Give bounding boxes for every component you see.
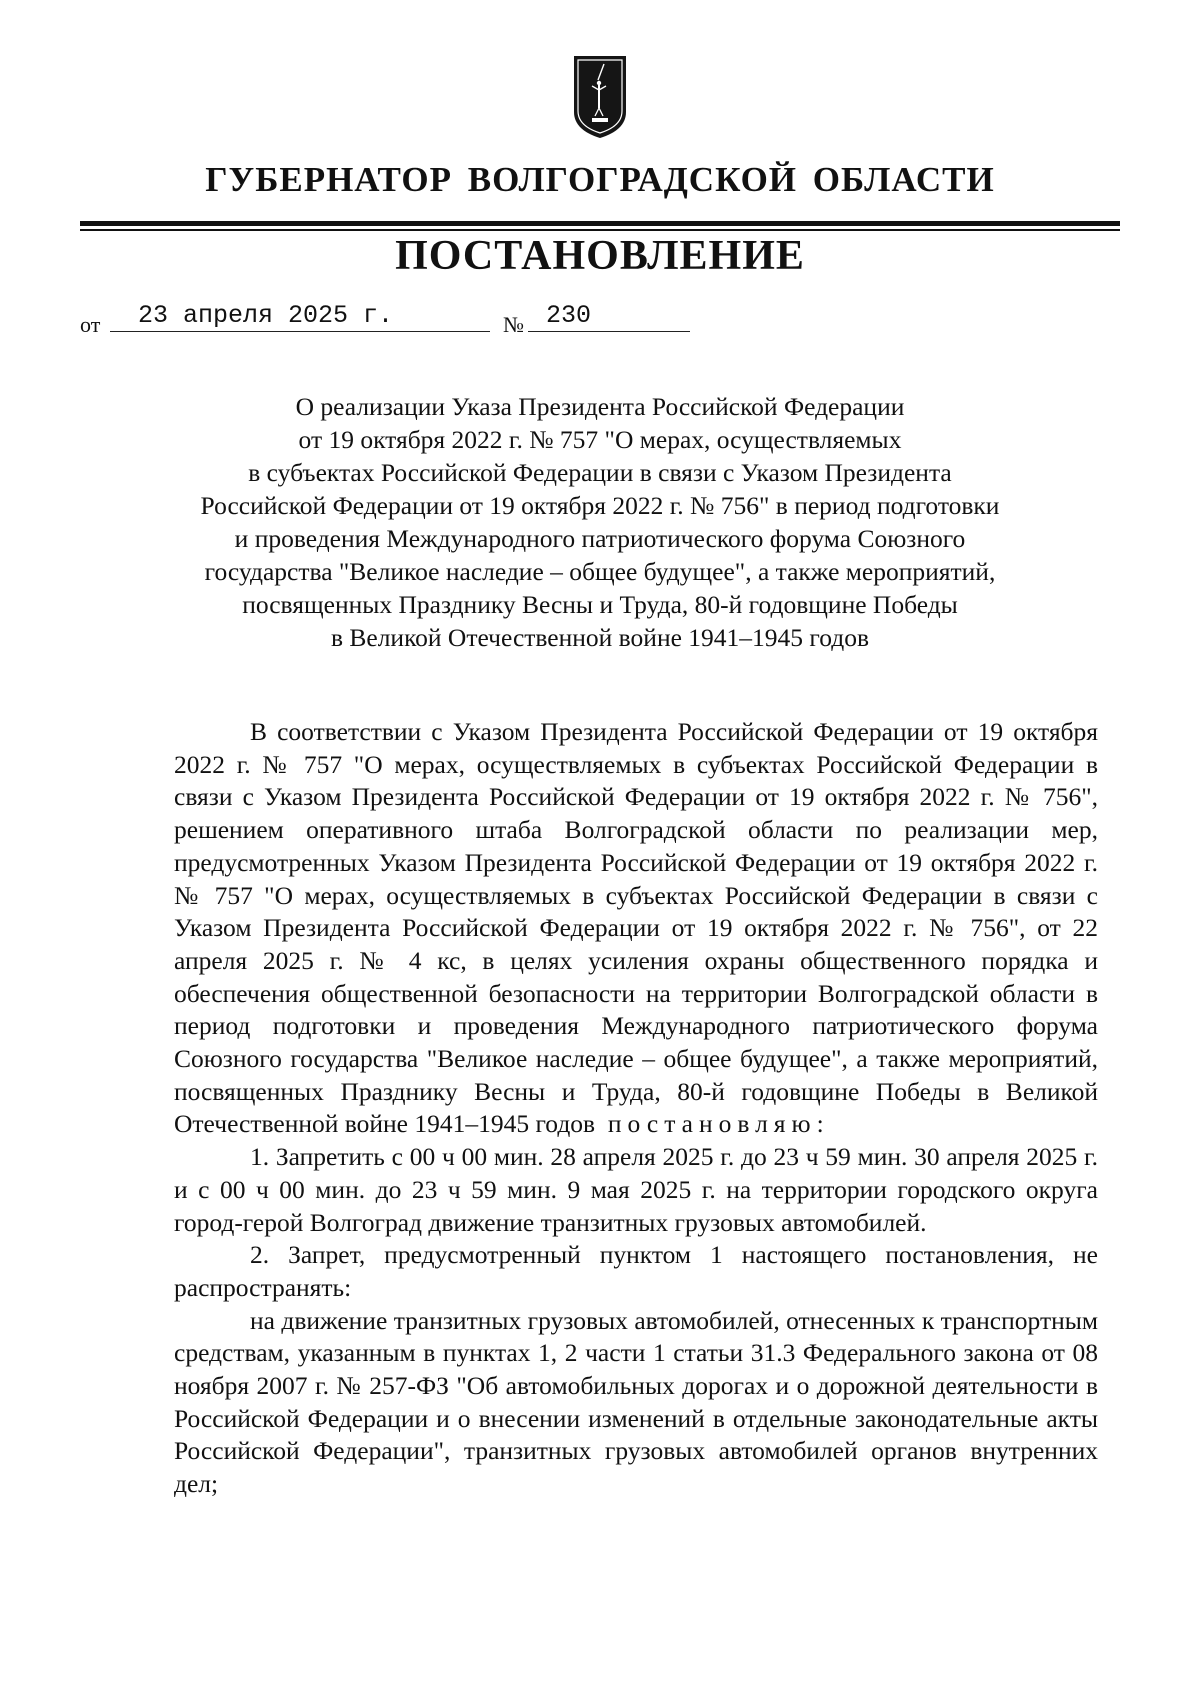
- document-subject: [150, 390, 1050, 654]
- subject-line: в субъектах Российской Федерации в связи с Указом Президента: [248, 458, 952, 487]
- document-body: [174, 716, 1098, 1501]
- subject-line: посвященных Празднику Весны и Труда, 80-й годовщине Победы: [242, 590, 958, 619]
- subject-line: в Великой Отечественной войне 1941–1945 годов: [330, 623, 870, 652]
- subject-line: от 19 октября 2022 г. № 757 "О мерах, осуществляемых: [298, 425, 902, 454]
- subject-line: государства "Великое наследие – общее будущее", а также мероприятий,: [204, 557, 996, 586]
- date-field: 23 апреля 2025 г.: [110, 300, 490, 332]
- preamble-paragraph: [174, 716, 1098, 1141]
- coat-of-arms-icon: [568, 50, 632, 142]
- number-label: №: [503, 312, 524, 337]
- subject-line: Российской Федерации от 19 октября 2022 г. № 756" в период подготовки: [200, 491, 1000, 520]
- document-type-title: ПОСТАНОВЛЕНИЕ: [395, 233, 805, 279]
- subject-line: и проведения Международного патриотического форума Союзного: [234, 524, 966, 553]
- resolve-word: постановляю:: [607, 1109, 830, 1139]
- number-field: 230: [528, 300, 690, 332]
- header-divider-thick: [80, 221, 1120, 226]
- date-label: от: [80, 312, 101, 337]
- item-1-paragraph: 1. Запретить с 00 ч 00 мин. 28 апреля 2025 г. до 23 ч 59 мин. 30 апреля 2025 г. и с 00 ч 00 мин. до 23 ч 59 мин. 9 мая 2025 г. на территории городского округа город-герой Волгоград движение транзитных грузовых автомобилей.: [174, 1142, 1098, 1237]
- item-2-paragraph: 2. Запрет, предусмотренный пунктом 1 настоящего постановления, не распространять:: [174, 1240, 1098, 1302]
- item-2-sub-paragraph: на движение транзитных грузовых автомобилей, отнесенных к транспортным средствам, указанным в пунктах 1, 2 части 1 статьи 31.3 Федерального закона от 08 ноября 2007 г. № 257-ФЗ "Об автомобильных дорогах и о дорожной деятельности в Российской Федерации и о внесении изменений в отдельные законодательные акты Российской Федерации", транзитных грузовых автомобилей органов внутренних дел;: [174, 1305, 1098, 1499]
- issuer-title: ГУБЕРНАТОР ВОЛГОГРАДСКОЙ ОБЛАСТИ: [205, 160, 995, 199]
- subject-line: О реализации Указа Президента Российской Федерации: [295, 392, 905, 421]
- preamble-text: В соответствии с Указом Президента Российской Федерации от 19 октября 2022 г. № 757 "О мерах, осуществляемых в субъектах Российской Федерации в связи с Указом Президента Российской Федерации от 19 октября 2022 г. № 756", решением оперативного штаба Волгоградской области по реализации мер, предусмотренных Указом Президента Российской Федерации от 19 октября 2022 г. № 757 "О мерах, осуществляемых в субъектах Российской Федерации в связи с Указом Президента Российской Федерации от 19 октября 2022 г. № 756", от 22 апреля 2025 г. № 4 кс, в целях усиления охраны общественного порядка и обеспечения общественной безопасности на территории Волгоградской области в период подготовки и проведения Международного патриотического форума Союзного государства "Великое наследие – общее будущее", а также мероприятий, посвященных Празднику Весны и Труда, 80-й годовщине Победы в Великой Отечественной войне 1941–1945 годов: [174, 717, 1098, 1139]
- header-divider-thin: [80, 229, 1120, 231]
